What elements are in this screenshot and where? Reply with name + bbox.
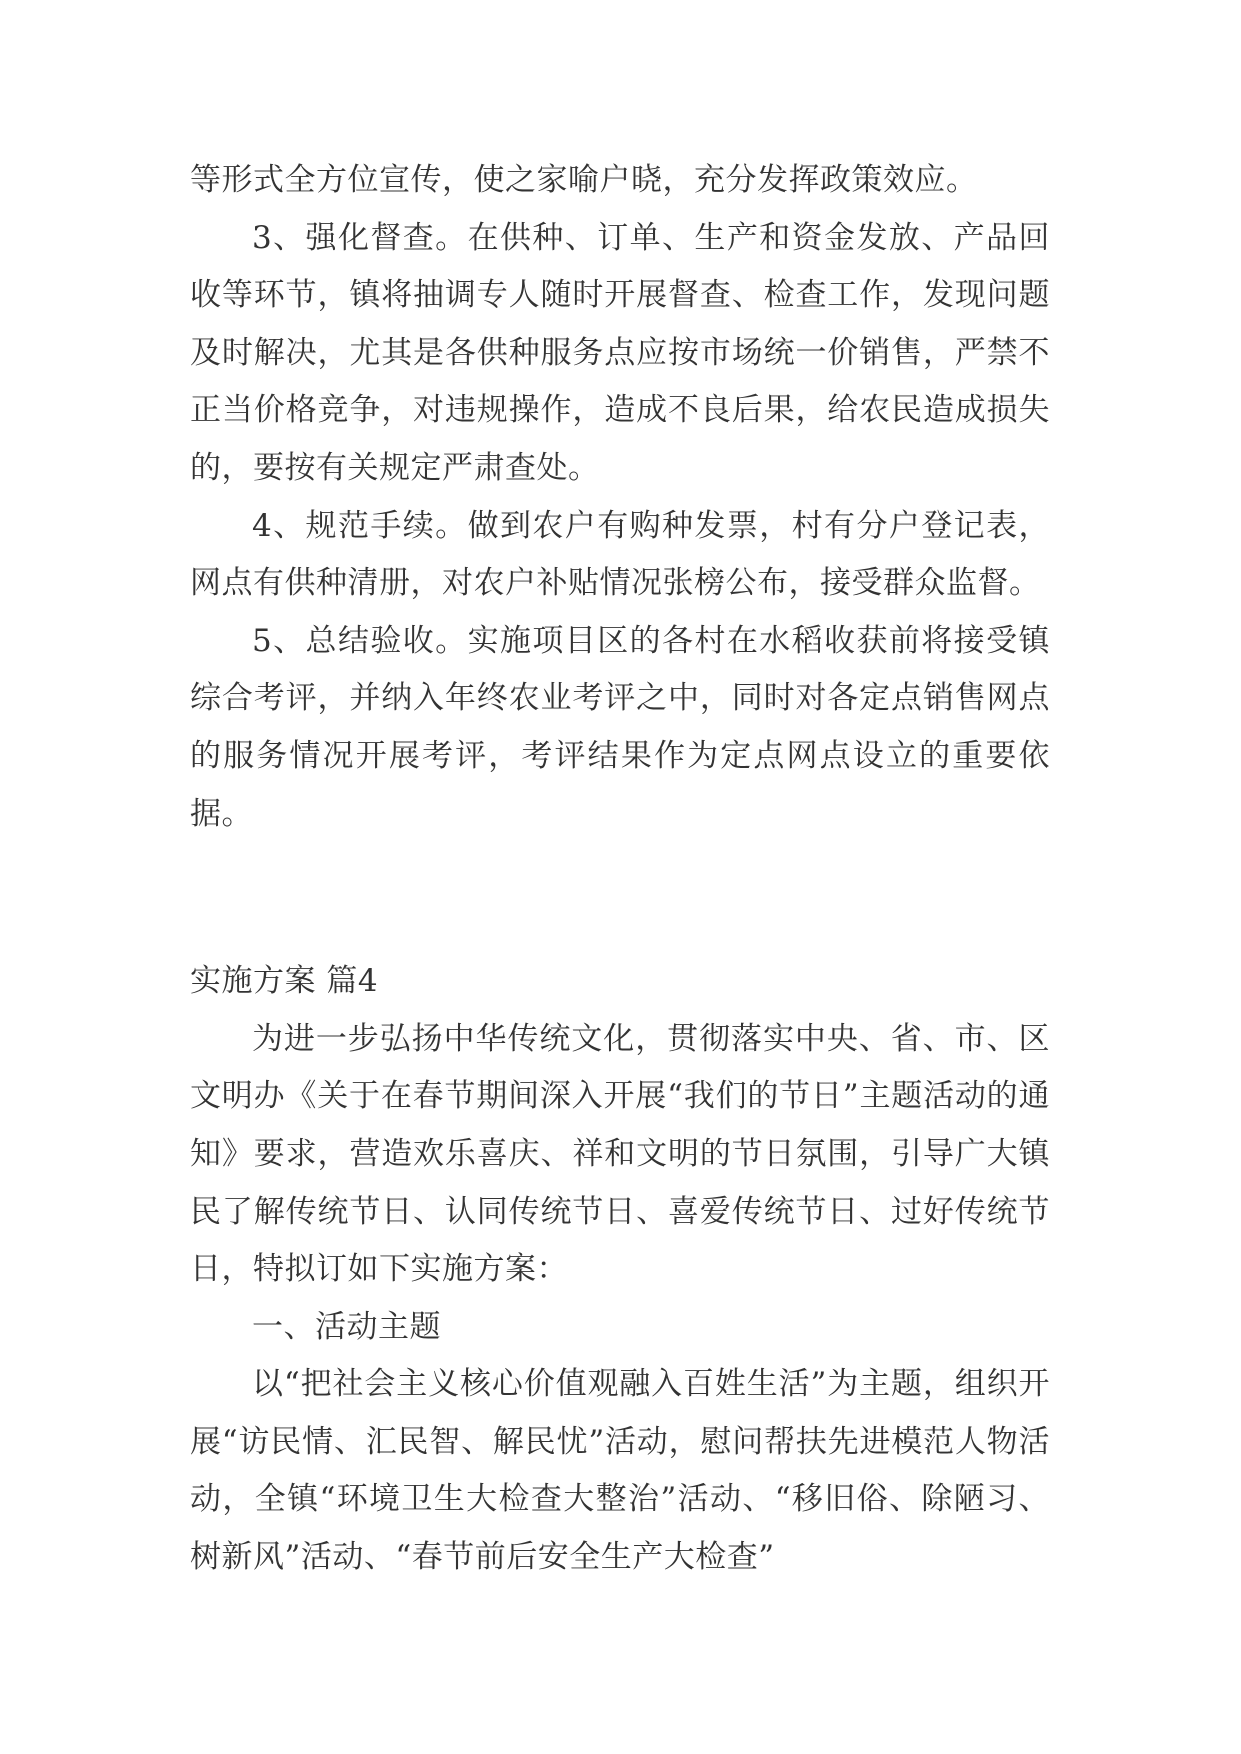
paragraph-acceptance: 5、总结验收。实施项目区的各村在水稻收获前将接受镇综合考评，并纳入年终农业考评之中，同时对各定点销售网点的服务情况开展考评，考评结果作为定点网点设立的重要依据。 bbox=[190, 622, 1050, 832]
paragraph-theme-detail: 以“把社会主义核心价值观融入百姓生活”为主题，组织开展“访民情、汇民智、解民忧”活动，慰问帮扶先进模范人物活动，全镇“环境卫生大检查大整治”活动、“移旧俗、除陋习、树新风”活动、“春节前后安全生产大检查” bbox=[190, 1366, 1050, 1576]
paragraph-procedures: 4、规范手续。做到农户有购种发票，村有分户登记表，网点有供种清册，对农户补贴情况张榜公布，接受群众监督。 bbox=[190, 507, 1050, 602]
paragraph-intro: 为进一步弘扬中华传统文化，贯彻落实中央、省、市、区文明办《关于在春节期间深入开展“我们的节日”主题活动的通知》要求，营造欢乐喜庆、祥和文明的节日氛围，引导广大镇民了解传统节日、认同传统节日、喜爱传统节日、过好传统节日，特拟订如下实施方案： bbox=[190, 1020, 1050, 1288]
section-title: 实施方案 篇4 bbox=[190, 963, 379, 1000]
document-body bbox=[190, 152, 1050, 1587]
paragraph-continuation: 等形式全方位宣传，使之家喻户晓，充分发挥政策效应。 bbox=[190, 162, 978, 198]
heading-activity-theme: 一、活动主题 bbox=[252, 1308, 441, 1345]
paragraph-supervision: 3、强化督查。在供种、订单、生产和资金发放、产品回收等环节，镇将抽调专人随时开展督查、检查工作，发现问题及时解决，尤其是各供种服务点应按市场统一价销售，严禁不正当价格竞争，对违规操作，造成不良后果，给农民造成损失的，要按有关规定严肃查处。 bbox=[190, 219, 1050, 486]
